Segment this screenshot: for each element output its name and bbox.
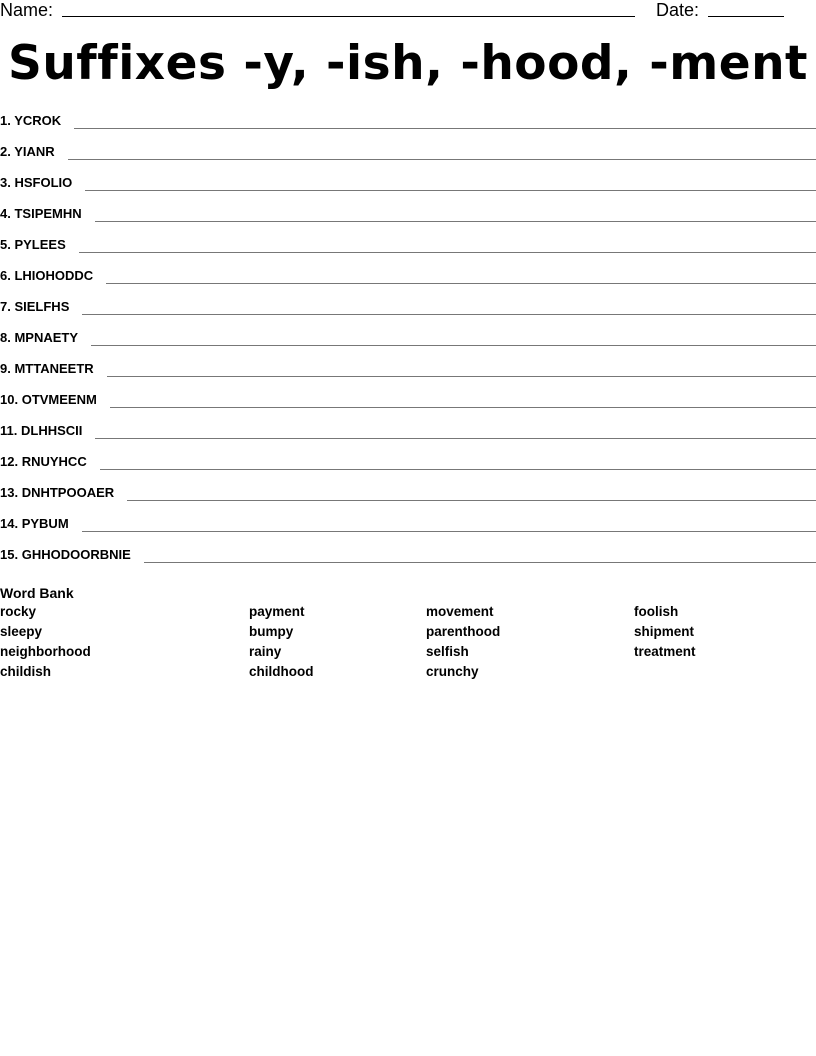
answer-line[interactable] <box>95 421 816 439</box>
word-bank-item: parenthood <box>426 624 501 639</box>
puzzle-number: 12. <box>0 454 19 469</box>
puzzle-number: 2. <box>0 144 11 159</box>
answer-line[interactable] <box>68 142 816 160</box>
puzzle-row <box>0 297 816 328</box>
puzzle-row <box>0 545 816 576</box>
date-label: Date: <box>656 0 700 20</box>
puzzle-label <box>0 514 82 534</box>
scrambled-word: YIANR <box>14 144 55 159</box>
puzzle-number: 9. <box>0 361 11 376</box>
answer-line[interactable] <box>85 173 816 191</box>
puzzle-number: 4. <box>0 206 11 221</box>
puzzle-row <box>0 266 816 297</box>
name-label: Name: <box>0 0 54 20</box>
word-bank-item: childhood <box>249 664 314 679</box>
answer-line[interactable] <box>107 359 816 377</box>
word-bank-item: shipment <box>634 624 695 639</box>
answer-line[interactable] <box>74 111 816 129</box>
puzzle-row <box>0 421 816 452</box>
page-title: Suffixes -y, -ish, -hood, -ment <box>7 36 809 91</box>
puzzle-row <box>0 173 816 204</box>
scrambled-word: DLHHSCII <box>20 423 83 438</box>
word-bank-item: crunchy <box>426 664 479 679</box>
word-bank-item: treatment <box>634 644 696 659</box>
scrambled-word: HSFOLIO <box>14 175 73 190</box>
puzzle-label <box>0 483 127 503</box>
answer-line[interactable] <box>100 452 816 470</box>
scrambled-word: PYLEES <box>14 237 66 252</box>
answer-line[interactable] <box>95 204 816 222</box>
word-bank-item: bumpy <box>249 624 294 639</box>
puzzle-number: 7. <box>0 299 11 314</box>
word-bank-item: rainy <box>249 644 282 659</box>
name-field[interactable] <box>62 16 635 17</box>
scrambled-word: OTVMEENM <box>21 392 97 407</box>
puzzle-label <box>0 297 82 317</box>
puzzle-label <box>0 359 107 379</box>
scrambled-word: RNUYHCC <box>21 454 87 469</box>
puzzle-label <box>0 545 144 565</box>
word-bank-item: foolish <box>634 604 679 619</box>
scrambled-word: GHHODOORBNIE <box>21 547 131 562</box>
scrambled-word: TSIPEMHN <box>14 206 82 221</box>
puzzle-label <box>0 111 74 131</box>
puzzle-number: 3. <box>0 175 11 190</box>
puzzle-row <box>0 359 816 390</box>
puzzle-label <box>0 142 68 162</box>
word-bank-item: movement <box>426 604 494 619</box>
answer-line[interactable] <box>127 483 816 501</box>
puzzle-row <box>0 390 816 421</box>
scrambled-word: YCROK <box>14 113 62 128</box>
header <box>0 0 816 22</box>
scrambled-word: PYBUM <box>21 516 69 531</box>
puzzle-label <box>0 204 95 224</box>
word-bank-grid <box>0 603 816 683</box>
word-bank-item: neighborhood <box>0 644 91 659</box>
puzzle-number: 10. <box>0 392 19 407</box>
puzzle-number: 14. <box>0 516 19 531</box>
puzzle-label <box>0 235 79 255</box>
answer-line[interactable] <box>91 328 816 346</box>
puzzle-number: 5. <box>0 237 11 252</box>
puzzle-number: 1. <box>0 113 11 128</box>
answer-line[interactable] <box>79 235 816 253</box>
puzzle-label <box>0 173 85 193</box>
puzzle-list <box>0 111 816 576</box>
puzzle-label <box>0 266 106 286</box>
scrambled-word: DNHTPOOAER <box>21 485 115 500</box>
scrambled-word: MTTANEETR <box>14 361 94 376</box>
answer-line[interactable] <box>110 390 816 408</box>
puzzle-label <box>0 452 100 472</box>
date-field[interactable] <box>708 16 784 17</box>
word-bank-item: rocky <box>0 604 37 619</box>
word-bank <box>0 584 816 683</box>
word-bank-item: payment <box>249 604 305 619</box>
puzzle-number: 13. <box>0 485 19 500</box>
puzzle-row <box>0 483 816 514</box>
scrambled-word: LHIOHODDC <box>14 268 94 283</box>
puzzle-label <box>0 328 91 348</box>
puzzle-row <box>0 452 816 483</box>
puzzle-number: 15. <box>0 547 19 562</box>
puzzle-number: 8. <box>0 330 11 345</box>
word-bank-item: sleepy <box>0 624 43 639</box>
puzzle-row <box>0 142 816 173</box>
puzzle-row <box>0 328 816 359</box>
scrambled-word: MPNAETY <box>14 330 79 345</box>
word-bank-item: childish <box>0 664 52 679</box>
answer-line[interactable] <box>144 545 816 563</box>
puzzle-number: 6. <box>0 268 11 283</box>
puzzle-row <box>0 204 816 235</box>
puzzle-row <box>0 111 816 142</box>
scrambled-word: SIELFHS <box>14 299 70 314</box>
puzzle-label <box>0 421 95 441</box>
puzzle-row <box>0 235 816 266</box>
puzzle-label <box>0 390 110 410</box>
word-bank-item: selfish <box>426 644 469 659</box>
answer-line[interactable] <box>82 297 816 315</box>
word-bank-title: Word Bank <box>0 585 74 601</box>
puzzle-number: 11. <box>0 423 18 438</box>
answer-line[interactable] <box>106 266 816 284</box>
answer-line[interactable] <box>82 514 816 532</box>
puzzle-row <box>0 514 816 545</box>
